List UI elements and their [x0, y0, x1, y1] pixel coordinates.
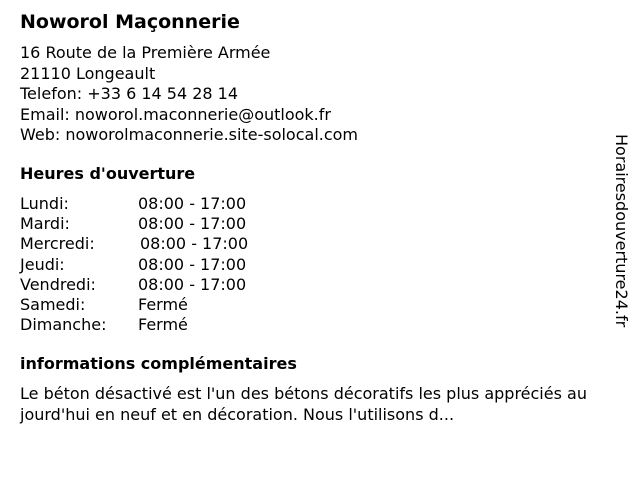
day-hours: 08:00 - 17:00 [138, 274, 247, 294]
phone-line: Telefon: +33 6 14 54 28 14 [20, 84, 239, 103]
day-label: Lundi: [20, 194, 69, 213]
address-line-2: 21110 Longeault [20, 63, 156, 83]
web-line: Web: noworolmaconnerie.site-solocal.com [20, 125, 359, 144]
email-line: Email: noworol.maconnerie@outlook.fr [20, 104, 331, 124]
day-label: Vendredi: [20, 274, 96, 294]
info-heading: informations complémentaires [20, 354, 297, 373]
day-hours: 08:00 - 17:00 [138, 254, 247, 274]
business-description: Le béton désactivé est l'un des bétons décoratifs les plus appréciés aujourd'hui en neuf et en décoration. Nous l'utilisons d... [20, 384, 587, 424]
day-hours: 08:00 - 17:00 [138, 194, 247, 213]
day-label: Samedi: [20, 294, 86, 314]
day-label: Jeudi: [20, 254, 65, 274]
day-hours: 08:00 - 17:00 [140, 234, 249, 254]
contact-block [20, 43, 358, 146]
hours-heading: Heures d'ouverture [20, 164, 196, 183]
day-label: Mercredi: [20, 234, 95, 254]
day-label: Mardi: [20, 214, 70, 234]
day-hours: Fermé [138, 294, 188, 314]
day-hours: 08:00 - 17:00 [138, 214, 247, 234]
day-hours: Fermé [138, 315, 188, 335]
address-line-1: 16 Route de la Première Armée [20, 43, 271, 62]
business-name: Noworol Maçonnerie [20, 11, 240, 33]
site-brand-vertical: Horairesdouverture24.fr [612, 134, 631, 328]
day-label: Dimanche: [20, 315, 107, 335]
